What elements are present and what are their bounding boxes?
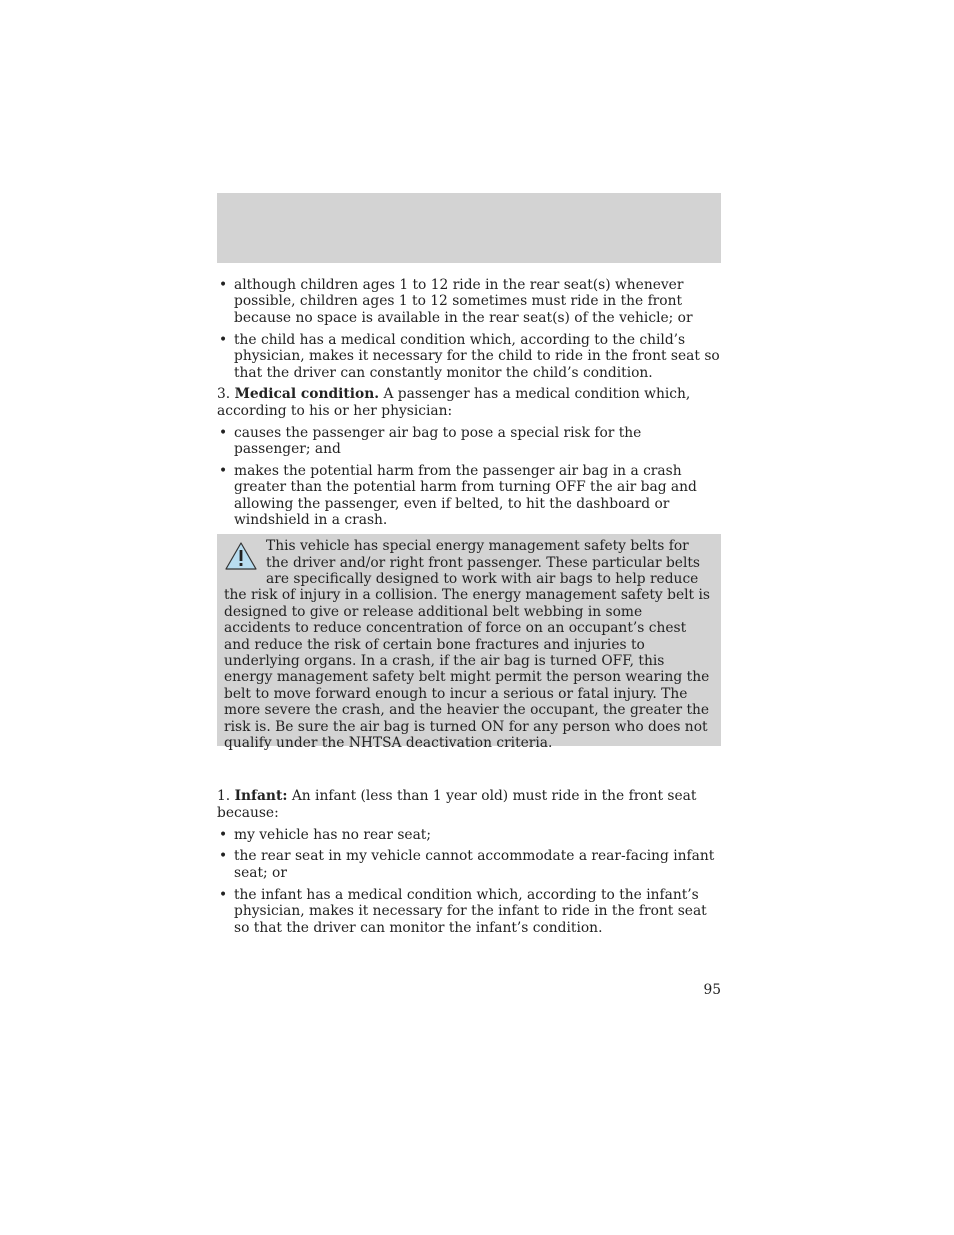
medical-heading: Medical condition. xyxy=(234,386,380,403)
warning-box xyxy=(217,534,721,752)
list-item: • although children ages 1 to 12 ride in the rear seat(s) whenever possible, children ages 1 to 12 sometimes must ride in the front because no space is available in the rear seat(s) of the vehicle; or xyxy=(217,277,721,326)
header-band xyxy=(217,193,721,263)
list-item: • my vehicle has no rear seat; xyxy=(217,827,721,843)
infant-conditions-list xyxy=(217,827,721,936)
medical-conditions-list xyxy=(217,425,721,529)
page-number: 95 xyxy=(703,982,721,998)
medical-condition-paragraph xyxy=(217,386,721,419)
list-item: • makes the potential harm from the passenger air bag in a crash greater than the potential harm from turning OFF the air bag and allowing the passenger, even if belted, to hit the dashboard or windshield in a crash. xyxy=(217,463,721,529)
list-item: • the child has a medical condition which, according to the child’s physician, makes it necessary for the child to ride in the front seat so that the driver can constantly monitor the child’s condition. xyxy=(217,332,721,381)
list-item: • the rear seat in my vehicle cannot accommodate a rear-facing infant seat; or xyxy=(217,848,721,881)
infant-heading: Infant: xyxy=(234,788,288,805)
warning-text: This vehicle has special energy management safety belts for the driver and/or right front passenger. These particular belts are specifically designed to work with air bags to help reduce the risk of injury in a collision. The energy management safety belt is designed to give or release additional belt webbing in some accidents to reduce concentration of force on an occupant’s chest and reduce the risk of certain bone fractures and injuries to underlying organs. In a crash, if the air bag is turned OFF, this energy management safety belt might permit the person wearing the belt to move forward enough to incur a serious or fatal injury. The more severe the crash, and the heavier the occupant, the greater the risk is. Be sure the air bag is turned ON for any person who does not qualify under the NHTSA deactivation criteria. xyxy=(224,538,710,752)
medical-number: 3. xyxy=(217,386,231,403)
infant-number: 1. xyxy=(217,788,231,805)
list-item: • causes the passenger air bag to pose a special risk for the passenger; and xyxy=(217,425,721,458)
infant-text: An infant (less than 1 year old) must ride in the front seat because: xyxy=(217,788,697,821)
warning-triangle-icon xyxy=(224,541,258,571)
page-content xyxy=(217,277,721,941)
medical-text: A passenger has a medical condition which, according to his or her physician: xyxy=(217,386,691,419)
list-item: • the infant has a medical condition which, according to the infant’s physician, makes it necessary for the infant to ride in the front seat so that the driver can monitor the infant’s condition. xyxy=(217,887,721,936)
infant-paragraph xyxy=(217,788,721,821)
child-conditions-list xyxy=(217,277,721,381)
